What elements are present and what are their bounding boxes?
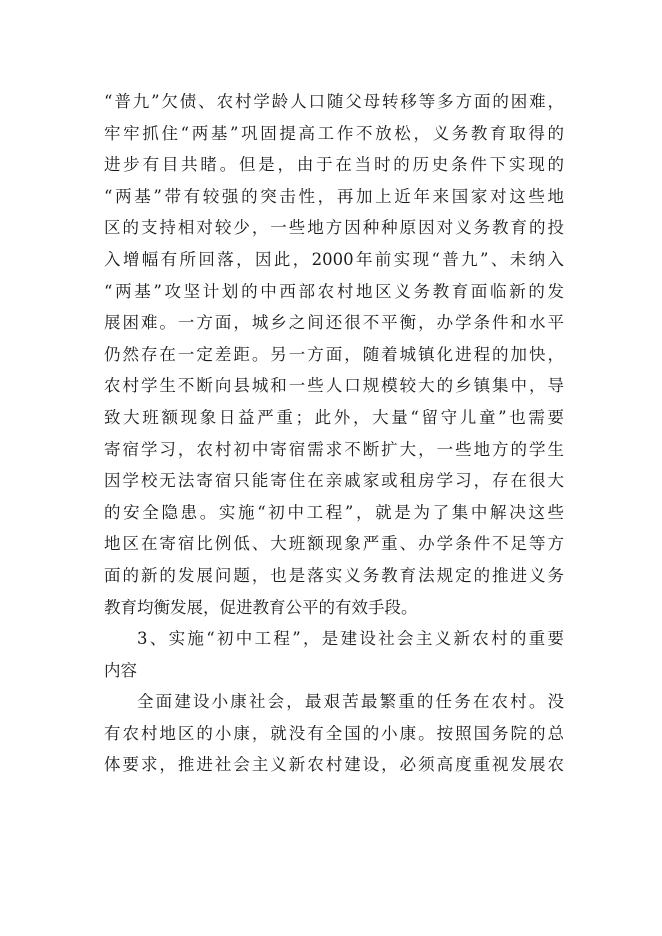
text-line: 面的新的发展问题，也是落实义务教育法规定的推进义务 <box>104 565 564 585</box>
paragraph-1 <box>104 86 564 623</box>
text-line: 进步有目共睹。但是，由于在当时的历史条件下实现的 <box>104 155 564 175</box>
text-line: “两基”带有较强的突击性，再加上近年来国家对这些地 <box>104 186 564 206</box>
text-line: 体要求，推进社会主义新农村建设，必须高度重视发展农 <box>104 755 564 775</box>
text-line: “普九”欠债、农村学龄人口随父母转移等多方面的困难， <box>104 92 564 111</box>
text-line: 地区在寄宿比例低、大班额现象严重、办学条件不足等方 <box>104 534 564 554</box>
section-heading-3 <box>104 623 564 686</box>
text-line: 农村学生不断向县城和一些人口规模较大的乡镇集中，导 <box>104 376 564 396</box>
text-line: “两基”攻坚计划的中西部农村地区义务教育面临新的发 <box>104 281 564 301</box>
text-line: 入增幅有所回落，因此，2000年前实现“普九”、未纳入 <box>104 249 564 269</box>
text-line: 全面建设小康社会，最艰苦最繁重的任务在农村。没 <box>137 692 564 712</box>
text-line: 的安全隐患。实施“初中工程”，就是为了集中解决这些 <box>104 502 564 522</box>
text-line: 致大班额现象日益严重；此外，大量“留守儿童”也需要 <box>104 407 564 427</box>
heading-line: 内容 <box>104 660 137 680</box>
document-body <box>104 86 564 781</box>
text-line: 区的支持相对较少，一些地方因种种原因对义务教育的投 <box>104 218 564 238</box>
text-line: 展困难。一方面，城乡之间还很不平衡，办学条件和水平 <box>104 313 564 333</box>
text-line: 有农村地区的小康，就没有全国的小康。按照国务院的总 <box>104 723 564 743</box>
text-line: 牢牢抓住“两基”巩固提高工作不放松，义务教育取得的 <box>104 123 564 143</box>
paragraph-2 <box>104 686 564 781</box>
text-line: 因学校无法寄宿只能寄住在亲戚家或租房学习，存在很大 <box>104 471 564 491</box>
text-line: 教育均衡发展，促进教育公平的有效手段。 <box>104 597 418 617</box>
text-line: 寄宿学习，农村初中寄宿需求不断扩大，一些地方的学生 <box>104 439 564 459</box>
text-line: 仍然存在一定差距。另一方面，随着城镇化进程的加快， <box>104 344 564 364</box>
heading-line: 3、实施“初中工程”，是建设社会主义新农村的重要 <box>137 629 564 649</box>
